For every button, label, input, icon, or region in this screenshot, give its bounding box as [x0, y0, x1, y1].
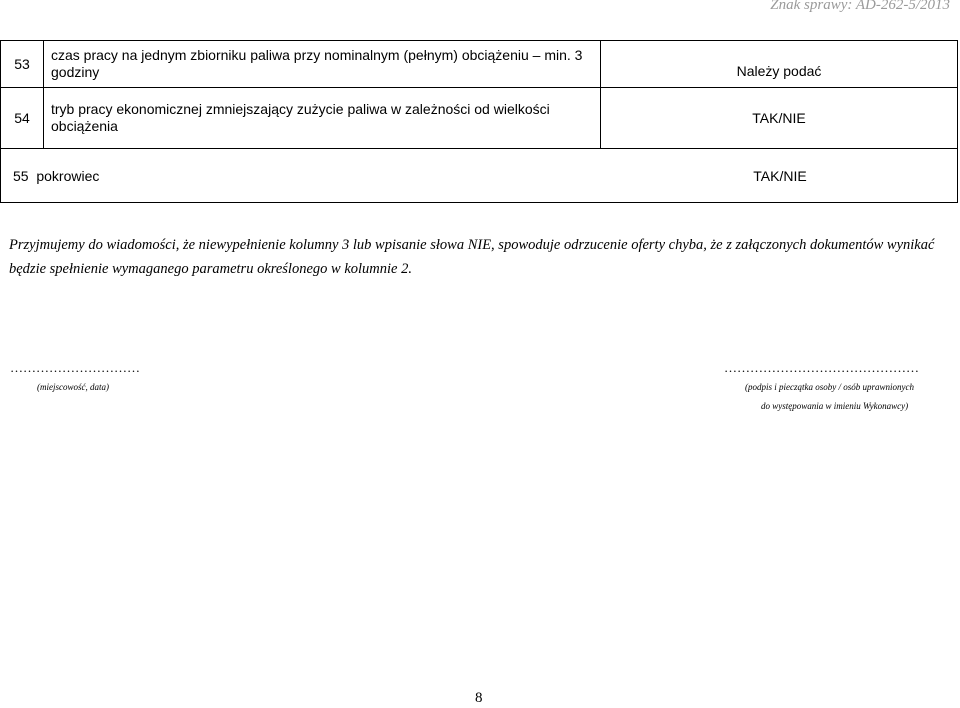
row-requirement: TAK/NIE: [753, 167, 807, 184]
row-description: czas pracy na jednym zbiorniku paliwa przy nominalnym (pełnym) obciążeniu – min. 3 godziny: [44, 41, 601, 88]
signature-caption-line2: do występowania w imieniu Wykonawcy): [761, 401, 909, 411]
case-reference: Znak sprawy: AD-262-5/2013: [770, 0, 950, 13]
row-requirement: Należy podać: [601, 41, 958, 88]
acknowledgement-note: Przyjmujemy do wiadomości, że niewypełnienie kolumny 3 lub wpisanie słowa NIE, spowoduje odrzucenie oferty chyba, że z załączonych dokumentów wynikać będzie spełnienie wymaganego parametru określonego w kolumnie 2.: [9, 237, 935, 277]
row-merged: [1, 149, 958, 203]
row-number: 54: [1, 88, 44, 149]
row-number: 55: [13, 167, 29, 184]
page-number: 8: [475, 690, 483, 706]
row-merged-text: [13, 168, 99, 184]
specification-table: [0, 40, 958, 203]
row-number: 53: [1, 41, 44, 88]
signature-dots: ………………………………………: [724, 360, 919, 375]
row-requirement: TAK/NIE: [601, 88, 958, 149]
row-description: pokrowiec: [36, 167, 100, 184]
table-row: [1, 149, 958, 203]
table-row: [1, 41, 958, 88]
table-row: [1, 88, 958, 149]
place-date-caption: (miejscowość, data): [37, 382, 109, 392]
row-description: tryb pracy ekonomicznej zmniejszający zużycie paliwa w zależności od wielkości obciążenia: [44, 88, 601, 149]
place-date-dots: …………………………: [10, 360, 140, 375]
signature-caption-line1: (podpis i pieczątka osoby / osób uprawnionych: [745, 382, 914, 392]
